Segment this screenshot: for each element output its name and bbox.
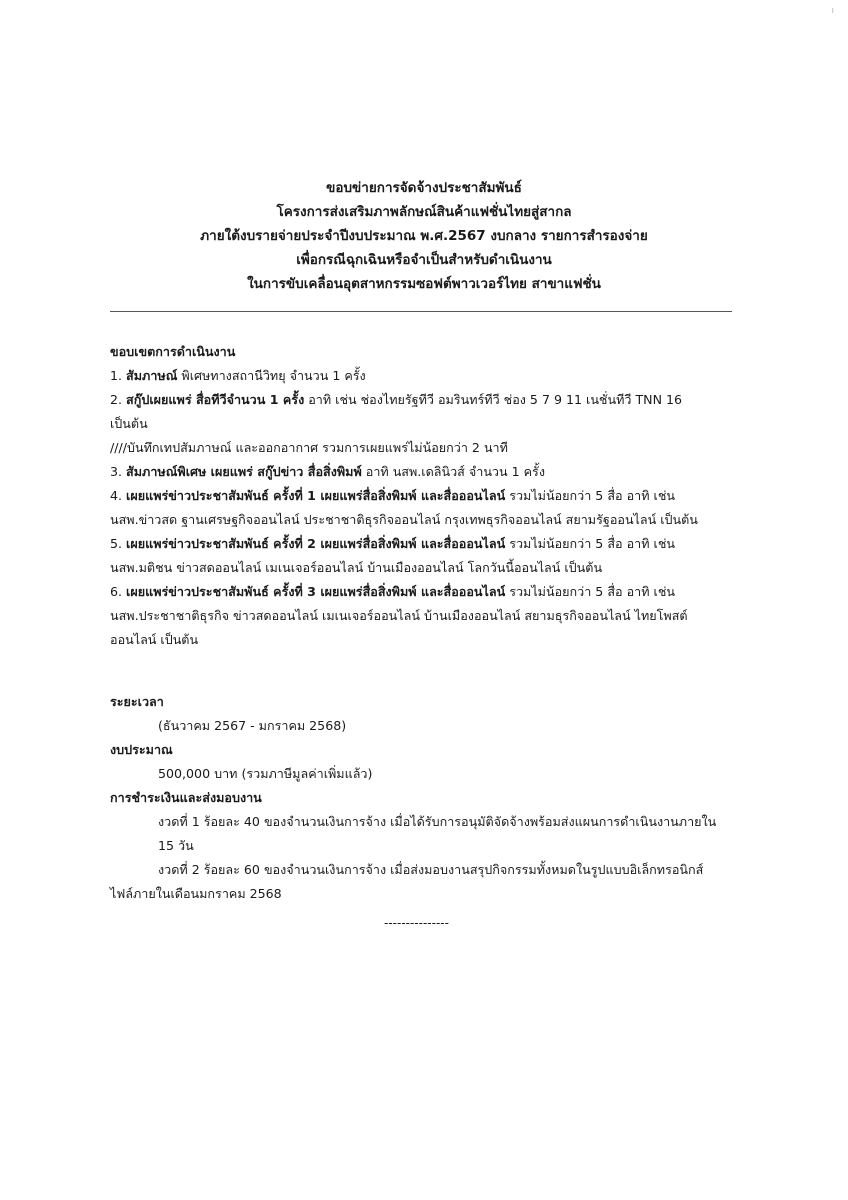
scope-item-5 bbox=[110, 532, 738, 556]
spacer bbox=[110, 652, 738, 676]
spacer bbox=[110, 676, 738, 690]
payment-installment-1-continuation: 15 วัน bbox=[158, 838, 194, 853]
scope-item-detail: รวมไม่น้อยกว่า 5 สื่อ อาทิ เช่น bbox=[505, 488, 675, 503]
header-title: ขอบข่ายการจัดจ้างประชาสัมพันธ์ bbox=[326, 180, 522, 196]
scope-item-2 bbox=[110, 388, 738, 412]
scope-item-6 bbox=[110, 580, 738, 604]
payment-installment-2-continuation: ไฟล์ภายในเดือนมกราคม 2568 bbox=[110, 886, 282, 901]
payment-installment-2: งวดที่ 2 ร้อยละ 60 ของจำนวนเงินการจ้าง เมื่อส่งมอบงานสรุปกิจกรรมทั้งหมดในรูปแบบอิเล็กทรอนิกส์ bbox=[158, 862, 704, 877]
scope-item-4 bbox=[110, 484, 738, 508]
scope-item-number: 1. bbox=[110, 368, 123, 383]
scope-item-3 bbox=[110, 460, 738, 484]
scope-item-title: เผยแพร่ข่าวประชาสัมพันธ์ ครั้งที่ 3 เผยแพร่สื่อสิ่งพิมพ์ และสื่อออนไลน์ bbox=[126, 584, 506, 599]
scope-note: ////บันทึกเทปสัมภาษณ์ และออกอากาศ รวมการเผยแพร่ไม่น้อยกว่า 2 นาที bbox=[110, 440, 508, 455]
scope-item-title: เผยแพร่ข่าวประชาสัมพันธ์ ครั้งที่ 2 เผยแพร่สื่อสิ่งพิมพ์ และสื่อออนไลน์ bbox=[126, 536, 506, 551]
header-project-name: โครงการส่งเสริมภาพลักษณ์สินค้าแฟชั่นไทยสู่สากล bbox=[276, 204, 572, 220]
duration-heading: ระยะเวลา bbox=[110, 694, 164, 709]
duration-value: (ธันวาคม 2567 - มกราคม 2568) bbox=[158, 718, 347, 733]
corner-mark: ı bbox=[831, 6, 834, 16]
scope-item-title: สกู๊ปเผยแพร่ สื่อทีวีจำนวน 1 ครั้ง bbox=[126, 392, 305, 407]
header-sector-line: ในการขับเคลื่อนอุตสาหกรรมซอฟต์พาวเวอร์ไทย สาขาแฟชั่น bbox=[247, 276, 601, 292]
budget-heading: งบประมาณ bbox=[110, 742, 173, 757]
scope-item-title: เผยแพร่ข่าวประชาสัมพันธ์ ครั้งที่ 1 เผยแพร่สื่อสิ่งพิมพ์ และสื่อออนไลน์ bbox=[126, 488, 506, 503]
payment-heading: การชำระเงินและส่งมอบงาน bbox=[110, 790, 262, 805]
scope-item-detail: อาทิ นสพ.เดลินิวส์ จำนวน 1 ครั้ง bbox=[361, 464, 545, 479]
header-purpose-line: เพื่อกรณีฉุกเฉินหรือจำเป็นสำหรับดำเนินงาน bbox=[296, 252, 552, 268]
scope-item-2-continuation: เป็นต้น bbox=[110, 416, 148, 431]
scope-item-number: 6. bbox=[110, 584, 123, 599]
scope-heading: ขอบเขตการดำเนินงาน bbox=[110, 344, 236, 359]
scope-item-number: 3. bbox=[110, 464, 123, 479]
document-body bbox=[110, 340, 738, 906]
scope-item-1 bbox=[110, 364, 738, 388]
scope-item-detail: รวมไม่น้อยกว่า 5 สื่อ อาทิ เช่น bbox=[505, 536, 675, 551]
scope-item-4-continuation: นสพ.ข่าวสด ฐานเศรษฐกิจออนไลน์ ประชาชาติธุรกิจออนไลน์ กรุงเทพธุรกิจออนไลน์ สยามรัฐออนไลน์ เป็นต้น bbox=[110, 512, 698, 527]
scope-item-title: สัมภาษณ์พิเศษ เผยแพร่ สกู๊ปข่าว สื่อสิ่งพิมพ์ bbox=[126, 464, 362, 479]
scope-item-number: 2. bbox=[110, 392, 123, 407]
scope-item-detail: อาทิ เช่น ช่องไทยรัฐทีวี อมรินทร์ทีวี ช่อง 5 7 9 11 เนชั่นทีวี TNN 16 bbox=[304, 392, 683, 407]
scope-item-detail: รวมไม่น้อยกว่า 5 สื่อ อาทิ เช่น bbox=[505, 584, 675, 599]
scope-item-6-continuation: นสพ.ประชาชาติธุรกิจ ข่าวสดออนไลน์ เมเนเจอร์ออนไลน์ บ้านเมืองออนไลน์ สยามธุรกิจออนไลน์ ไทยโพสต์ bbox=[110, 608, 688, 623]
scope-item-5-continuation: นสพ.มติชน ข่าวสดออนไลน์ เมเนเจอร์ออนไลน์ บ้านเมืองออนไลน์ โลกวันนี้ออนไลน์ เป็นต้น bbox=[110, 560, 603, 575]
scope-item-detail: พิเศษทางสถานีวิทยุ จำนวน 1 ครั้ง bbox=[177, 368, 366, 383]
document-header bbox=[100, 176, 748, 296]
end-of-document-marker: --------------- bbox=[384, 916, 449, 930]
scope-item-number: 5. bbox=[110, 536, 123, 551]
scope-item-title: สัมภาษณ์ bbox=[126, 368, 178, 383]
payment-installment-1: งวดที่ 1 ร้อยละ 40 ของจำนวนเงินการจ้าง เมื่อได้รับการอนุมัติจัดจ้างพร้อมส่งแผนการดำเนินงานภายใน bbox=[158, 814, 717, 829]
header-budget-line: ภายใต้งบรายจ่ายประจำปีงบประมาณ พ.ศ.2567 งบกลาง รายการสำรองจ่าย bbox=[200, 228, 648, 244]
scope-item-6-continuation-2: ออนไลน์ เป็นต้น bbox=[110, 632, 199, 647]
budget-value: 500,000 บาท (รวมภาษีมูลค่าเพิ่มแล้ว) bbox=[158, 766, 373, 781]
scope-item-number: 4. bbox=[110, 488, 123, 503]
header-divider bbox=[110, 311, 732, 312]
